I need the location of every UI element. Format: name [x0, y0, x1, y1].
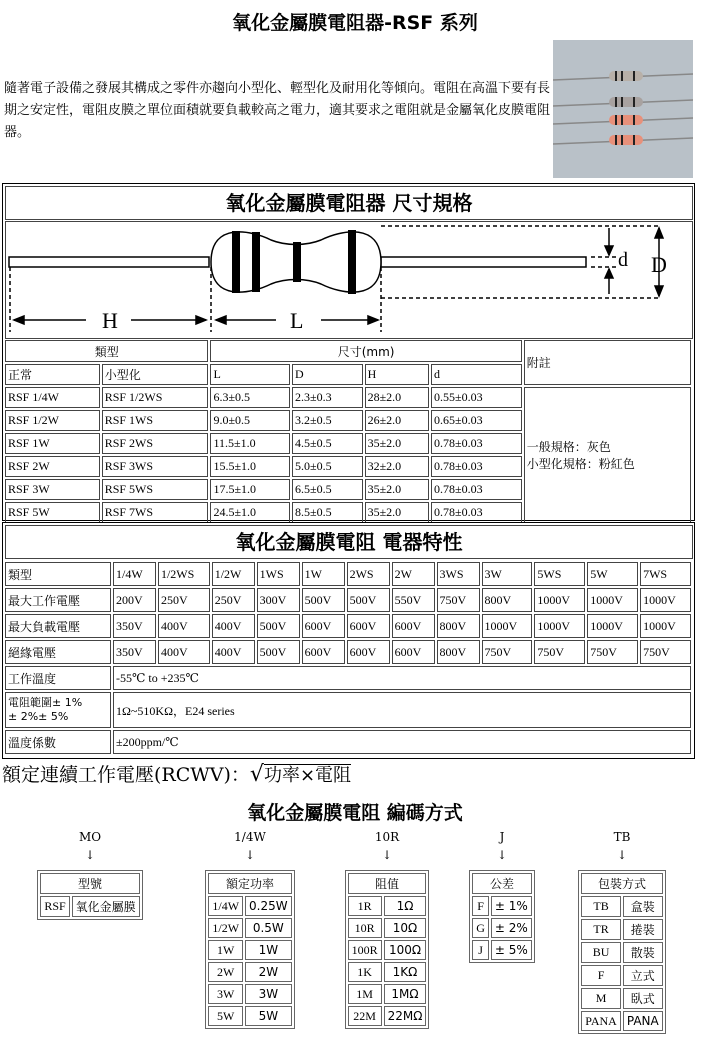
dimension-cell-normal: RSF 5W	[5, 502, 100, 523]
electrical-cell: 1000V	[587, 614, 638, 638]
electrical-cell: 1000V	[534, 614, 585, 638]
coding-code: TB	[613, 830, 631, 844]
coding-code: 1/4W	[234, 830, 266, 844]
electrical-cell: 300V	[257, 588, 300, 612]
dimension-cell-d: 0.78±0.03	[431, 456, 522, 477]
electrical-cell: 600V	[347, 640, 390, 664]
down-arrow-icon: ↓	[616, 848, 628, 862]
dimension-cell-small: RSF 7WS	[102, 502, 209, 523]
electrical-cell: 2WS	[347, 562, 390, 586]
coding-cell: 5W	[245, 1006, 292, 1026]
dimension-cell-small: RSF 1WS	[102, 410, 209, 431]
electrical-cell: 400V	[158, 614, 210, 638]
electrical-cell: 800V	[437, 640, 480, 664]
coding-cell: 3W	[208, 984, 243, 1004]
dimension-cell-small: RSF 2WS	[102, 433, 209, 454]
electrical-cell: 250V	[158, 588, 210, 612]
electrical-cell: 600V	[392, 640, 435, 664]
col-D: D	[292, 364, 363, 385]
dimension-cell-small: RSF 3WS	[102, 456, 209, 477]
dimension-cell-H: 32±2.0	[365, 456, 429, 477]
coding-cell: 22M	[348, 1006, 382, 1026]
electrical-cell: 1/2WS	[158, 562, 210, 586]
coding-header: 額定功率	[208, 873, 291, 894]
dimension-cell-normal: RSF 3W	[5, 479, 100, 500]
coding-cell: 1KΩ	[384, 962, 427, 982]
electrical-cell: 5W	[587, 562, 638, 586]
electrical-cell: 250V	[212, 588, 255, 612]
label-L: L	[290, 308, 304, 333]
dimension-cell-d: 0.78±0.03	[431, 502, 522, 523]
coding-cell: BU	[581, 942, 621, 963]
coding-code: 10R	[374, 830, 400, 844]
dimension-cell-L: 9.0±0.5	[210, 410, 290, 431]
coding-cell: 1Ω	[384, 896, 427, 916]
electrical-cell: 800V	[437, 614, 480, 638]
note-cell	[524, 387, 691, 523]
coding-cell: G	[472, 918, 489, 938]
electrical-cell: 350V	[113, 640, 156, 664]
electrical-cell: 350V	[113, 614, 156, 638]
electrical-cell: 750V	[587, 640, 638, 664]
electrical-row-label: 最大工作電壓	[5, 588, 111, 612]
electrical-cell: 200V	[113, 588, 156, 612]
electrical-cell: 500V	[302, 588, 345, 612]
coding-cell: F	[472, 896, 489, 916]
rcwv-label: 額定連續工作電壓(RCWV)：	[2, 764, 250, 786]
down-arrow-icon: ↓	[381, 848, 393, 862]
dimension-cell-normal: RSF 1/4W	[5, 387, 100, 408]
col-L: L	[210, 364, 290, 385]
coding-header: 公差	[472, 873, 532, 894]
electrical-cell: 600V	[302, 614, 345, 638]
coding-cell: 1R	[348, 896, 382, 916]
coding-cell: 100Ω	[384, 940, 427, 960]
dimension-cell-d: 0.55±0.03	[431, 387, 522, 408]
coding-cell: 5W	[208, 1006, 243, 1026]
coding-cell: PANA	[581, 1011, 621, 1031]
electrical-cell: 600V	[347, 614, 390, 638]
electrical-cell: 1000V	[482, 614, 533, 638]
electrical-cell: 600V	[302, 640, 345, 664]
coding-cell: 盒裝	[623, 896, 663, 917]
electrical-cell: 2W	[392, 562, 435, 586]
dimensions-section	[2, 183, 695, 521]
label-D: D	[651, 252, 667, 277]
dimension-cell-H: 35±2.0	[365, 502, 429, 523]
dimension-cell-D: 6.5±0.5	[292, 479, 363, 500]
down-arrow-icon: ↓	[496, 848, 508, 862]
coding-cell: J	[472, 940, 489, 960]
electrical-row	[5, 640, 691, 664]
electrical-cell: 1000V	[534, 588, 585, 612]
coding-cell: PANA	[623, 1011, 663, 1031]
electrical-cell: 1000V	[640, 614, 691, 638]
electrical-row-label: 類型	[5, 562, 111, 586]
sqrt-icon: √	[249, 762, 264, 787]
coding-table	[205, 870, 294, 1029]
electrical-row	[5, 614, 691, 638]
electrical-section	[2, 522, 695, 759]
coding-cell: 捲裝	[623, 919, 663, 940]
col-size: 尺寸(mm)	[210, 340, 521, 362]
temp-label: 工作溫度	[5, 666, 111, 690]
dimension-cell-normal: RSF 1W	[5, 433, 100, 454]
dimension-cell-d: 0.78±0.03	[431, 433, 522, 454]
coding-column	[552, 830, 692, 1034]
down-arrow-icon: ↓	[84, 848, 96, 862]
coding-cell: 2W	[208, 962, 243, 982]
tc-value: ±200ppm/℃	[113, 730, 691, 754]
label-d: d	[618, 249, 628, 271]
coding-cell: 氧化金屬膜	[72, 896, 140, 917]
dimension-cell-small: RSF 1/2WS	[102, 387, 209, 408]
electrical-cell: 750V	[482, 640, 533, 664]
coding-column	[180, 830, 320, 1029]
dimension-cell-normal: RSF 1/2W	[5, 410, 100, 431]
col-H: H	[365, 364, 429, 385]
tc-label: 溫度係數	[5, 730, 111, 754]
note-line: 一般規格：灰色	[526, 440, 611, 454]
dimension-cell-normal: RSF 2W	[5, 456, 100, 477]
coding-cell: ± 1%	[491, 896, 532, 916]
col-d: d	[431, 364, 522, 385]
coding-cell: 10Ω	[384, 918, 427, 938]
coding-cell: 1MΩ	[384, 984, 427, 1004]
dimension-cell-D: 8.5±0.5	[292, 502, 363, 523]
coding-table	[345, 870, 430, 1029]
coding-header: 型號	[40, 873, 139, 894]
rcwv-line	[2, 760, 351, 787]
coding-header: 包裝方式	[581, 873, 662, 894]
electrical-row	[5, 588, 691, 612]
electrical-cell: 750V	[437, 588, 480, 612]
dimension-row	[5, 387, 691, 408]
dimension-cell-H: 26±2.0	[365, 410, 429, 431]
electrical-row-label: 最大負載電壓	[5, 614, 111, 638]
coding-cell: 10R	[348, 918, 382, 938]
coding-cell: RSF	[40, 896, 69, 917]
coding-header: 阻值	[348, 873, 427, 894]
coding-cell: 1W	[245, 940, 292, 960]
col-type: 類型	[5, 340, 208, 362]
electrical-cell: 600V	[392, 614, 435, 638]
dimension-cell-L: 6.3±0.5	[210, 387, 290, 408]
coding-cell: 散裝	[623, 942, 663, 963]
range-label-1: 電阻範圍± 1%	[8, 696, 83, 709]
coding-title: 氧化金屬膜電阻 編碼方式	[247, 802, 463, 824]
coding-table	[578, 870, 665, 1034]
electrical-cell: 550V	[392, 588, 435, 612]
electrical-cell: 1000V	[640, 588, 691, 612]
electrical-row-label: 絕緣電壓	[5, 640, 111, 664]
electrical-cell: 400V	[158, 640, 210, 664]
dimension-cell-H: 28±2.0	[365, 387, 429, 408]
dimension-cell-L: 17.5±1.0	[210, 479, 290, 500]
dimension-cell-D: 4.5±0.5	[292, 433, 363, 454]
coding-code: MO	[78, 830, 102, 844]
coding-cell: 1/2W	[208, 918, 243, 938]
col-note: 附註	[524, 340, 691, 385]
coding-cell: 1W	[208, 940, 243, 960]
coding-cell: 100R	[348, 940, 382, 960]
electrical-cell: 7WS	[640, 562, 691, 586]
coding-cell: 1/4W	[208, 896, 243, 916]
note-line: 小型化規格：粉紅色	[526, 457, 635, 471]
intro-text: 隨著電子設備之發展其構成之零件亦趨向小型化、輕型化及耐用化等傾向。電阻在高溫下要有長期之安定性，電阻皮膜之單位面積就要負載較高之電力，適其要求之電阻就是金屬氧化皮膜電阻器。	[4, 81, 551, 140]
dimension-cell-H: 35±2.0	[365, 433, 429, 454]
electrical-cell: 500V	[257, 614, 300, 638]
range-label	[5, 692, 111, 728]
electrical-cell: 500V	[257, 640, 300, 664]
down-arrow-icon: ↓	[244, 848, 256, 862]
dimension-cell-D: 3.2±0.5	[292, 410, 363, 431]
coding-cell: 1K	[348, 962, 382, 982]
electrical-cell: 750V	[534, 640, 585, 664]
dimension-cell-H: 35±2.0	[365, 479, 429, 500]
coding-cell: M	[581, 988, 621, 1009]
dimension-cell-L: 24.5±1.0	[210, 502, 290, 523]
coding-cell: TB	[581, 896, 621, 917]
resistor-photo	[553, 40, 693, 178]
coding-cell: 3W	[245, 984, 292, 1004]
resistor-photo-image	[553, 40, 693, 178]
coding-column	[20, 830, 160, 920]
label-H: H	[102, 308, 118, 333]
coding-cell: ± 5%	[491, 940, 532, 960]
dimension-cell-D: 5.0±0.5	[292, 456, 363, 477]
coding-column	[432, 830, 572, 963]
coding-table	[469, 870, 535, 963]
coding-table	[37, 870, 142, 920]
resistor-diagram	[5, 221, 693, 339]
electrical-cell: 3WS	[437, 562, 480, 586]
electrical-cell: 5WS	[534, 562, 585, 586]
electrical-cell: 1W	[302, 562, 345, 586]
dimension-cell-L: 11.5±1.0	[210, 433, 290, 454]
rcwv-formula: 功率×電阻	[263, 765, 352, 786]
coding-cell: 0.5W	[245, 918, 292, 938]
coding-cell: 0.25W	[245, 896, 292, 916]
coding-cell: F	[581, 965, 621, 986]
electrical-row	[5, 562, 691, 586]
electrical-cell: 750V	[640, 640, 691, 664]
coding-cell: 1M	[348, 984, 382, 1004]
electrical-cell: 1/2W	[212, 562, 255, 586]
coding-cell: 22MΩ	[384, 1006, 427, 1026]
electrical-cell: 800V	[482, 588, 533, 612]
dimension-cell-d: 0.65±0.03	[431, 410, 522, 431]
dimensions-title: 氧化金屬膜電阻器 尺寸規格	[5, 186, 693, 220]
electrical-table	[3, 560, 693, 756]
electrical-title: 氧化金屬膜電阻 電器特性	[5, 525, 693, 559]
dimension-cell-L: 15.5±1.0	[210, 456, 290, 477]
page-title: 氧化金屬膜電阻器-RSF 系列	[232, 12, 478, 34]
electrical-cell: 1/4W	[113, 562, 156, 586]
coding-cell: 立式	[623, 965, 663, 986]
temp-value: -55℃ to +235℃	[113, 666, 691, 690]
electrical-cell: 1000V	[587, 588, 638, 612]
coding-cell: TR	[581, 919, 621, 940]
electrical-cell: 400V	[212, 640, 255, 664]
range-label-2: ± 2%± 5%	[8, 710, 69, 723]
electrical-cell: 3W	[482, 562, 533, 586]
coding-cell: 2W	[245, 962, 292, 982]
col-small: 小型化	[102, 364, 209, 385]
range-value: 1Ω~510KΩ，E24 series	[113, 692, 691, 728]
electrical-cell: 1WS	[257, 562, 300, 586]
coding-code: J	[499, 830, 505, 844]
dimension-cell-D: 2.3±0.3	[292, 387, 363, 408]
electrical-cell: 500V	[347, 588, 390, 612]
dimension-cell-small: RSF 5WS	[102, 479, 209, 500]
coding-cell: ± 2%	[491, 918, 532, 938]
dimension-cell-d: 0.78±0.03	[431, 479, 522, 500]
dimensions-table	[3, 338, 693, 525]
coding-cell: 臥式	[623, 988, 663, 1009]
col-normal: 正常	[5, 364, 100, 385]
electrical-cell: 400V	[212, 614, 255, 638]
